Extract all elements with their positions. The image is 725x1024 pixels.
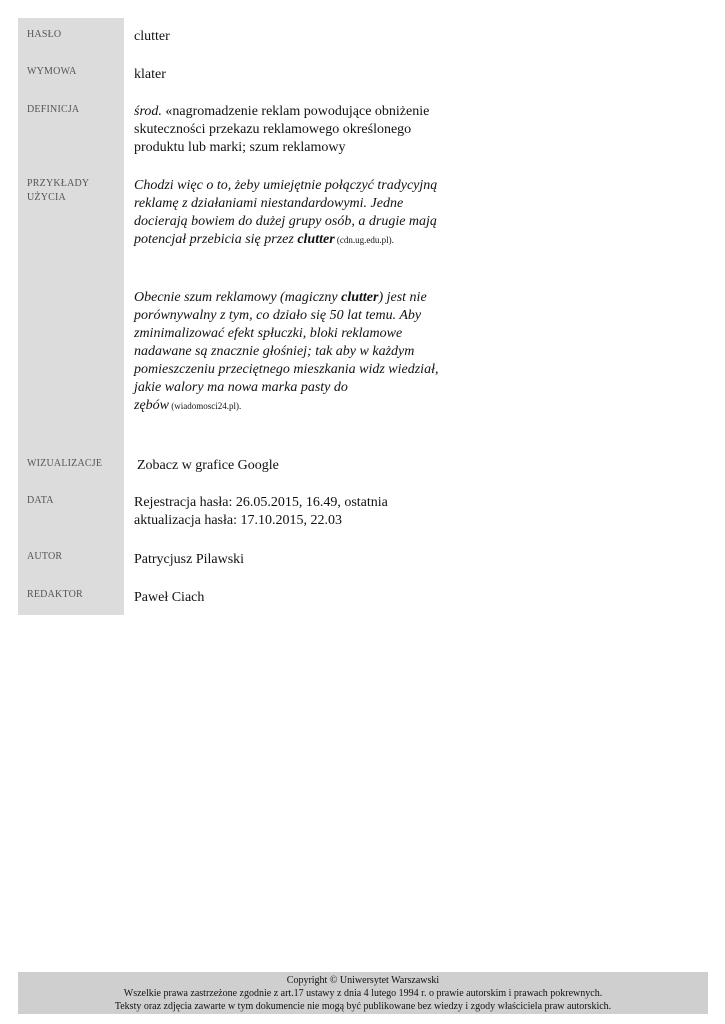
- example-1-keyword: clutter: [297, 232, 335, 247]
- example-1: [134, 177, 464, 249]
- example-2-keyword: clutter: [341, 290, 379, 305]
- example-1-line-4: potencjał przebicia się przez: [134, 232, 298, 247]
- example-2-source: (wiadomosci24.pl).: [169, 401, 242, 411]
- example-2-line-1-pre: Obecnie szum reklamowy (magiczny: [134, 290, 342, 305]
- label-redaktor: REDAKTOR: [27, 589, 83, 600]
- value-data: [134, 494, 464, 530]
- example-1-line-1: Chodzi więc o to, żeby umiejętnie połączyć tradycyjną: [134, 178, 438, 193]
- example-2-line-1-post: ) jest nie: [378, 290, 427, 305]
- label-definicja: DEFINICJA: [27, 104, 80, 115]
- footer-copyright: Copyright © Uniwersytet Warszawski: [286, 975, 440, 986]
- label-data: DATA: [27, 495, 54, 506]
- label-przyklady-line-1: PRZYKŁADY: [27, 178, 90, 189]
- definition-abbr: środ.: [134, 104, 162, 119]
- label-przyklady-line-2: UŻYCIA: [27, 192, 66, 203]
- example-2-line-5: pomieszczeniu przeciętnego mieszkania widz wiedział,: [134, 362, 439, 377]
- label-wizualizacje: WIZUALIZACJE: [27, 458, 103, 469]
- data-line-2: aktualizacja hasła: 17.10.2015, 22.03: [134, 513, 342, 528]
- example-2-line-3: zminimalizować efekt spłuczki, bloki reklamowe: [134, 326, 403, 341]
- example-1-source: (cdn.ug.edu.pl).: [334, 235, 394, 245]
- data-line-1: Rejestracja hasła: 26.05.2015, 16.49, ostatnia: [134, 495, 388, 510]
- example-2-line-6: jakie walory ma nowa marka pasty do: [134, 380, 348, 395]
- definition-line-3: produktu lub marki; szum reklamowy: [134, 140, 346, 155]
- example-2: [134, 289, 464, 415]
- value-wymowa: klater: [134, 67, 166, 82]
- definition-line-2: skuteczności przekazu reklamowego określonego: [134, 122, 412, 137]
- value-autor: Patrycjusz Pilawski: [134, 552, 245, 567]
- value-haslo: clutter: [134, 29, 170, 44]
- example-1-line-3: docierają bowiem do dużej grupy osób, a drugie mają: [134, 214, 437, 229]
- label-przyklady: [27, 177, 122, 205]
- example-2-line-2: porównywalny z tym, co działo się 50 lat temu. Aby: [134, 308, 422, 323]
- footer-rights: Wszelkie prawa zastrzeżone zgodnie z art.17 ustawy z dnia 4 lutego 1994 r. o prawie autorskim i prawach pokrewnych.: [123, 988, 603, 999]
- copyright-footer: [18, 972, 708, 1014]
- example-2-line-7: zębów: [134, 398, 169, 413]
- value-definicja: [134, 103, 464, 157]
- value-redaktor: Paweł Ciach: [134, 590, 205, 605]
- footer-notice: Teksty oraz zdjęcia zawarte w tym dokumencie nie mogą być publikowane bez wiedzy i zgody właściciela praw autorskich.: [114, 1001, 612, 1012]
- label-autor: AUTOR: [27, 551, 63, 562]
- google-images-link[interactable]: Zobacz w grafice Google: [137, 458, 279, 473]
- label-haslo: HASŁO: [27, 29, 62, 40]
- example-1-line-2: reklamę z działaniami niestandardowymi. Jedne: [134, 196, 404, 211]
- definition-line-1: «nagromadzenie reklam powodujące obniżenie: [165, 104, 430, 119]
- example-2-line-4: nadawane są znacznie głośniej; tak aby w każdym: [134, 344, 415, 359]
- label-wymowa: WYMOWA: [27, 66, 77, 77]
